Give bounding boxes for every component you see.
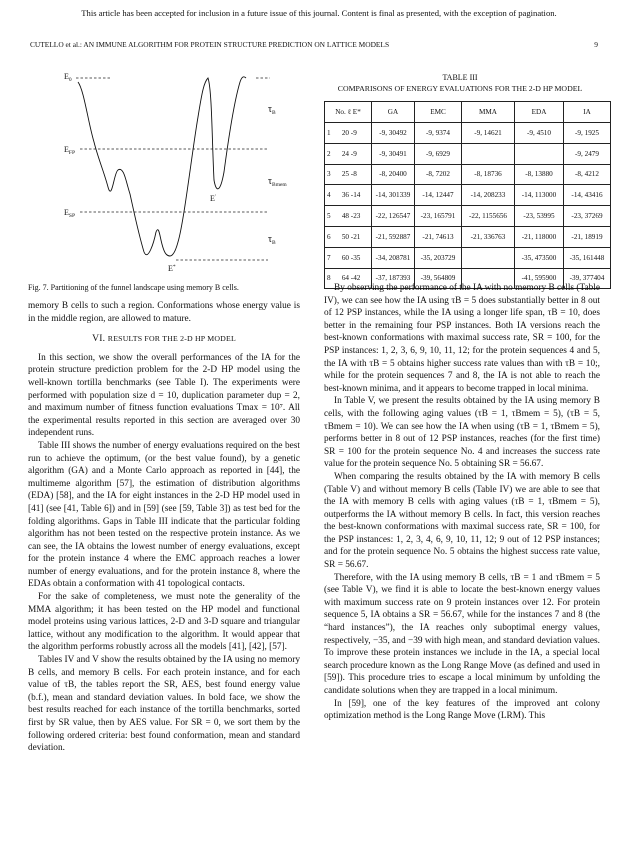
cell-no: 7: [327, 253, 331, 262]
cell-ga: -37, 187393: [372, 268, 415, 289]
cell-len: 20: [341, 128, 349, 137]
cell-e: -8: [350, 170, 357, 179]
right-column: [324, 282, 600, 723]
cell-emc: -9, 9374: [415, 123, 462, 144]
cell-ga: -8, 20400: [372, 164, 415, 185]
cell-e: -9: [350, 128, 357, 137]
funnel-landscape-figure: [28, 62, 290, 282]
section-title: RESULTS FOR THE 2-D HP MODEL: [107, 334, 236, 344]
table-iii: [324, 101, 611, 289]
cell-e: -21: [350, 232, 361, 241]
cell-e: -9: [350, 149, 357, 158]
cell-mma: [462, 143, 515, 164]
cell-no: 4: [327, 191, 331, 200]
running-header: [30, 40, 598, 49]
cell-instance: [325, 164, 372, 185]
cell-ga: -21, 592887: [372, 226, 415, 247]
cell-no: 6: [327, 232, 331, 241]
cell-emc: -35, 203729: [415, 247, 462, 268]
section-number: VI.: [92, 333, 106, 345]
cell-no: 5: [327, 212, 331, 221]
col-header-ga: GA: [372, 102, 415, 123]
cell-emc: -21, 74613: [415, 226, 462, 247]
cell-e: -23: [350, 212, 361, 221]
cell-no: 3: [327, 170, 331, 179]
cell-ia: -9, 2479: [564, 143, 611, 164]
table-row: [325, 226, 611, 247]
cell-len: 25: [341, 170, 349, 179]
cell-mma: [462, 247, 515, 268]
cell-ga: -14, 301339: [372, 185, 415, 206]
cell-ia: -21, 18919: [564, 226, 611, 247]
cell-len: 48: [341, 212, 349, 221]
label-e0: $E_0$: [64, 72, 72, 83]
cell-mma: -8, 18736: [462, 164, 515, 185]
label-estar: E*: [168, 264, 176, 273]
table-caption: COMPARISONS OF ENERGY EVALUATIONS FOR THE 2-D HP MODEL: [337, 84, 583, 93]
col-header-no: No. ℓ E*: [325, 102, 372, 123]
cell-len: 36: [341, 191, 349, 200]
label-tau-b2: $\tau_B$: [268, 234, 276, 246]
cell-instance: [325, 185, 372, 206]
cell-eda: -14, 113000: [515, 185, 564, 206]
cell-eda: -9, 4510: [515, 123, 564, 144]
cell-emc: -39, 564809: [415, 268, 462, 289]
cell-mma: -21, 336763: [462, 226, 515, 247]
left-paragraph-3: Table III shows the number of energy evaluations required on the best run to achieve the optimum, (or the best value found), by a genetic algorithm (GA) and a Monte Carlo approach as reported in [44], the multimeme algorithm [57], the estimation of distribution algorithms (EDA) [58], and the IA for eight instances in the 2-D HP model used in [41] (see [41, Table 6]) and in [59] (see [59, Table 3]) as test bed for the folding algorithms. Gaps in Table III indicate that the particular folding algorithm has not been tested on the respective protein instance. As we can see, the IA obtains the lowest number of energy evaluations, except for the protein instance 4 where the EMC approach reaches a lower number of energy evaluations, and for the protein instance 8, where the EDAs obtain a conformation with 41 topological contacts.: [28, 440, 300, 590]
section-heading: [28, 333, 300, 346]
table-row: [325, 185, 611, 206]
col-header-ia: IA: [564, 102, 611, 123]
left-paragraph-1: memory B cells to such a region. Conformations whose energy value is in the middle region, are allowed to mature.: [28, 301, 300, 324]
cell-eda: -21, 118000: [515, 226, 564, 247]
right-paragraph-5: In [59], one of the key features of the improved ant colony optimization method is the Long Range Move (LRM). This: [324, 698, 600, 722]
acceptance-notice: This article has been accepted for inclusion in a future issue of this journal. Content is final as presented, with the exception of pagination.: [81, 8, 557, 18]
cell-eda: -8, 13880: [515, 164, 564, 185]
cell-emc: -9, 6929: [415, 143, 462, 164]
cell-emc: -8, 7202: [415, 164, 462, 185]
cell-len: 24: [341, 149, 349, 158]
cell-instance: [325, 226, 372, 247]
left-paragraph-2: In this section, we show the overall performances of the IA for the protein structure prediction problem for the 2-D HP model using the well-known tortilla benchmarks (see Table I). The experiments were performed with population size d = 10, duplication parameter dup = 2, and maximum number of fitness function evaluations Tmax = 10⁷. All the experimental results reported in this section are averaged over 30 independent runs.: [28, 352, 300, 439]
col-header-eda: EDA: [515, 102, 564, 123]
label-efp: $E_{FP}$: [64, 145, 76, 156]
col-header-emc: EMC: [415, 102, 462, 123]
table-row: [325, 143, 611, 164]
cell-e: -42: [350, 274, 361, 283]
cell-len: 60: [341, 253, 349, 262]
table-number: TABLE III: [442, 73, 478, 82]
left-paragraph-5: Tables IV and V show the results obtained by the IA using no memory B cells, and memory B cells. For each protein instance, and for each value of τB, the tables report the SR, AES, best found energy value (b.f.), mean and standard deviation values. In bold face, we show the best results reached for each instance of the tortilla benchmarks, sorted first by SR value, then by AES value. For SR = 0, we sort them by the following ordered criteria: best found conformation, mean and standard deviation.: [28, 655, 300, 754]
table-header-row: [325, 102, 611, 123]
energy-landscape-curve: [78, 77, 246, 256]
right-paragraph-1: By observing the performance of the IA with no memory B cells (Table IV), we can see how the IA using τB = 5 does substantially better in 8 out of 12 PSP instances, while the IA using a longer life span, τB = 10, does better in the remaining four PSP instances. Both IA versions reach the best-known conformations with maximal success rate, SR = 100, for the PSP instances: 1, 2, 3, 6, 9, 10, 11, 12; for the protein sequences 4 and 5, the IA with τB = 5 obtains higher success rate values than with τB = 10;, while for the protein sequences 7 and 8, the IA is not able to reach the best-known minima, and it appears to become trapped in local minima.: [324, 283, 600, 394]
cell-instance: [325, 143, 372, 164]
cell-emc: -23, 165791: [415, 206, 462, 227]
cell-ga: -34, 208781: [372, 247, 415, 268]
cell-no: 1: [327, 128, 331, 137]
table-row: [325, 164, 611, 185]
cell-eda: -35, 473500: [515, 247, 564, 268]
cell-e: -14: [350, 191, 361, 200]
cell-ia: -8, 4212: [564, 164, 611, 185]
cell-ia: -9, 1925: [564, 123, 611, 144]
right-paragraph-4: Therefore, with the IA using memory B cells, τB = 1 and τBmem = 5 (see Table V), we find it is able to locate the best-known energy values with maximum success rate on 9 protein instances over 12. For protein sequence 5, IA obtains a SR = 56.67, while for the instances 7 and 8 (the “hard instances”), the IA reaches only suboptimal energy values, respectively, −35, and −39 with high mean, and standard deviation values. To improve these protein instances we include in the IA, a special local search procedure known as the Long Range Move (as defined and used in [59]). This procedure tries to escape a local minimum by unfolding the candidate solutions when they are trapped in a local minimum.: [324, 572, 600, 696]
cell-ia: -14, 43416: [564, 185, 611, 206]
label-tau-bmem: $\tau_{Bmem}$: [268, 176, 287, 188]
cell-mma: -22, 1155656: [462, 206, 515, 227]
cell-mma: -9, 14621: [462, 123, 515, 144]
cell-instance: [325, 247, 372, 268]
cell-ia: -23, 37269: [564, 206, 611, 227]
cell-ga: -22, 126547: [372, 206, 415, 227]
label-esp: $E_{SP}$: [64, 208, 76, 219]
cell-len: 50: [341, 232, 349, 241]
cell-instance: [325, 206, 372, 227]
cell-e: -35: [350, 253, 361, 262]
table-row: [325, 123, 611, 144]
cell-ga: -9, 30491: [372, 143, 415, 164]
cell-ia: -39, 377404: [564, 268, 611, 289]
cell-eda: -41, 595900: [515, 268, 564, 289]
cell-eda: -23, 53995: [515, 206, 564, 227]
left-column: [28, 300, 300, 755]
page-number: 9: [594, 40, 598, 49]
cell-instance: [325, 123, 372, 144]
cell-len: 64: [341, 274, 349, 283]
cell-ia: -35, 161448: [564, 247, 611, 268]
left-paragraph-4: For the sake of completeness, we must note the generality of the MMA algorithm; it has been tested on the HP model and functional model proteins using various lattices, 2-D and 3-D square and triangular lattice, without any modification to the algorithm. It would appear that the algorithm performs robustly across all the models [41], [42], [57].: [28, 592, 300, 653]
cell-no: 2: [327, 149, 331, 158]
cell-no: 8: [327, 274, 331, 283]
table-title: [315, 72, 605, 94]
right-paragraph-2: In Table V, we present the results obtained by the IA using memory B cells, with the following aging values (τB = 1, τBmem = 5), (τB = 5, τBmem = 10). We can see how the IA when using (τB = 1, τBmem = 5), performs better in 8 out of 12 PSP instances, reaches (for the first time) SR = 100 for the protein sequence No. 4 and increases the success rate value for the protein sequence No. 5 obtaining SR = 56.67.: [324, 396, 600, 470]
table-row: [325, 206, 611, 227]
cell-emc: -14, 12447: [415, 185, 462, 206]
cell-ga: -9, 30492: [372, 123, 415, 144]
cell-eda: [515, 143, 564, 164]
label-eprime: E': [210, 194, 216, 203]
table-row: [325, 247, 611, 268]
cell-mma: -14, 208233: [462, 185, 515, 206]
col-header-mma: MMA: [462, 102, 515, 123]
figure-caption: Fig. 7. Partitioning of the funnel landscape using memory B cells.: [28, 283, 239, 292]
running-title: CUTELLO et al.: AN IMMUNE ALGORITHM FOR PROTEIN STRUCTURE PREDICTION ON LATTICE MODELS: [30, 40, 390, 49]
label-tau-b: $\tau_B$: [268, 104, 276, 116]
right-paragraph-3: When comparing the results obtained by the IA with memory B cells (Table V) and without memory B cells (Table IV) we are able to see that the IA with memory B cells with aging values (τB = 1, τBmem = 5), outperforms the IA without memory B cells. In fact, this version reaches the best-known conformations with maximal success rate, SR = 100, for the PSP instances: 1, 2, 3, 4, 6, 9, 10, 11, 12; 9 out of 12 PSP instances; and for the protein sequence No. 5 obtains the highest success rate value, SR = 56.67.: [324, 471, 600, 571]
